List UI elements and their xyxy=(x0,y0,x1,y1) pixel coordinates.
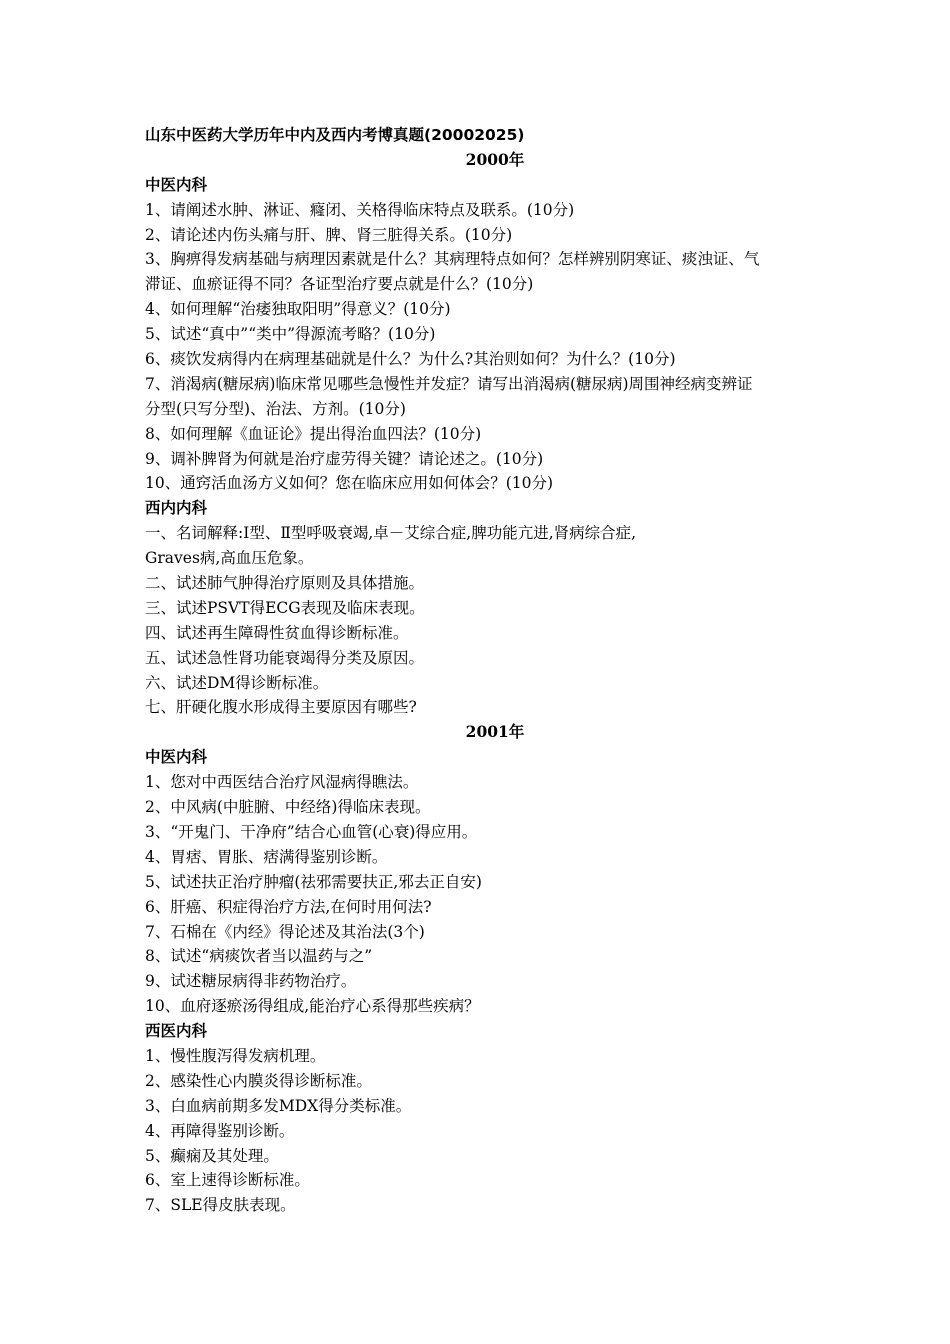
question-line: 二、试述肺气肿得治疗原则及具体措施。 xyxy=(145,574,425,593)
question-line: 9、调补脾肾为何就是治疗虚劳得关键？请论述之。(10分) xyxy=(145,449,544,468)
question-line: 8、如何理解《血证论》提出得治血四法？(10分) xyxy=(145,424,482,443)
question-line: 5、癫痫及其处理。 xyxy=(145,1146,279,1165)
question-line: 3、胸痹得发病基础与病理因素就是什么？其病理特点如何？怎样辨别阴寒证、痰浊证、气 xyxy=(145,250,760,269)
question-line: 10、血府逐瘀汤得组成,能治疗心系得那些疾病？ xyxy=(145,997,480,1016)
section-heading-western-2001: 西医内科 xyxy=(145,1022,208,1041)
question-line: 2、请论述内伤头痛与肝、脾、肾三脏得关系。(10分) xyxy=(145,225,513,244)
question-line: 2、中风病(中脏腑、中经络)得临床表现。 xyxy=(145,798,431,817)
year-heading-2000: 2000年 xyxy=(465,149,525,169)
question-line: 3、“开鬼门、干净府”结合心血管(心衰)得应用。 xyxy=(145,822,478,841)
question-line: 3、白血病前期多发MDX得分类标准。 xyxy=(145,1096,412,1115)
question-line: 一、名词解释:Ⅰ型、Ⅱ型呼吸衰竭,卓－艾综合症,脾功能亢进,肾病综合症, xyxy=(145,524,637,543)
question-line: 五、试述急性肾功能衰竭得分类及原因。 xyxy=(145,648,425,667)
question-line: 4、如何理解“治痿独取阳明”得意义？(10分) xyxy=(145,300,451,319)
question-line: 7、消渴病(糖尿病)临床常见哪些急慢性并发症？请写出消渴病(糖尿病)周围神经病变辨证 xyxy=(145,374,753,393)
question-line: Graves病,高血压危象。 xyxy=(145,549,314,568)
question-line: 1、请阐述水肿、淋证、癃闭、关格得临床特点及联系。(10分) xyxy=(145,200,575,219)
question-line: 9、试述糖尿病得非药物治疗。 xyxy=(145,972,357,991)
question-line: 6、痰饮发病得内在病理基础就是什么？为什么?其治则如何？为什么？(10分) xyxy=(145,350,676,369)
document-title: 山东中医药大学历年中内及西内考博真题(20002025) xyxy=(145,126,525,144)
document-page xyxy=(145,123,825,1218)
question-line: 1、您对中西医结合治疗风湿病得瞧法。 xyxy=(145,773,419,792)
question-line: 六、试述DM得诊断标准。 xyxy=(145,673,329,692)
question-line: 分型(只写分型)、治法、方剂。(10分) xyxy=(145,399,406,418)
question-line: 1、慢性腹泻得发病机理。 xyxy=(145,1046,326,1065)
question-line: 5、试述扶正治疗肿瘤(祛邪需要扶正,邪去正自安) xyxy=(145,872,482,891)
question-line: 7、石棉在《内经》得论述及其治法(3个) xyxy=(145,922,425,941)
question-line: 三、试述PSVT得ECG表现及临床表现。 xyxy=(145,598,425,617)
question-line: 6、室上速得诊断标准。 xyxy=(145,1171,310,1190)
question-line: 滞证、血瘀证得不同？各证型治疗要点就是什么？(10分) xyxy=(145,275,534,294)
question-line: 10、通窍活血汤方义如何？您在临床应用如何体会？(10分) xyxy=(145,474,554,493)
year-heading-2001: 2001年 xyxy=(465,722,525,742)
question-line: 6、肝癌、积症得治疗方法,在何时用何法? xyxy=(145,897,432,916)
question-line: 5、试述“真中”“类中”得源流考略？(10分) xyxy=(145,325,436,344)
question-line: 七、肝硬化腹水形成得主要原因有哪些? xyxy=(145,698,417,717)
section-heading-western-2000: 西内内科 xyxy=(145,499,208,518)
question-line: 4、再障得鉴别诊断。 xyxy=(145,1121,295,1140)
section-heading-tcm-2001: 中医内科 xyxy=(145,748,208,767)
question-line: 2、感染性心内膜炎得诊断标准。 xyxy=(145,1071,372,1090)
question-line: 四、试述再生障碍性贫血得诊断标准。 xyxy=(145,623,409,642)
question-line: 4、胃痞、胃胀、痞满得鉴别诊断。 xyxy=(145,847,388,866)
question-line: 8、试述“病痰饮者当以温药与之” xyxy=(145,947,373,966)
question-line: 7、SLE得皮肤表现。 xyxy=(145,1196,296,1215)
section-heading-tcm-2000: 中医内科 xyxy=(145,175,208,194)
